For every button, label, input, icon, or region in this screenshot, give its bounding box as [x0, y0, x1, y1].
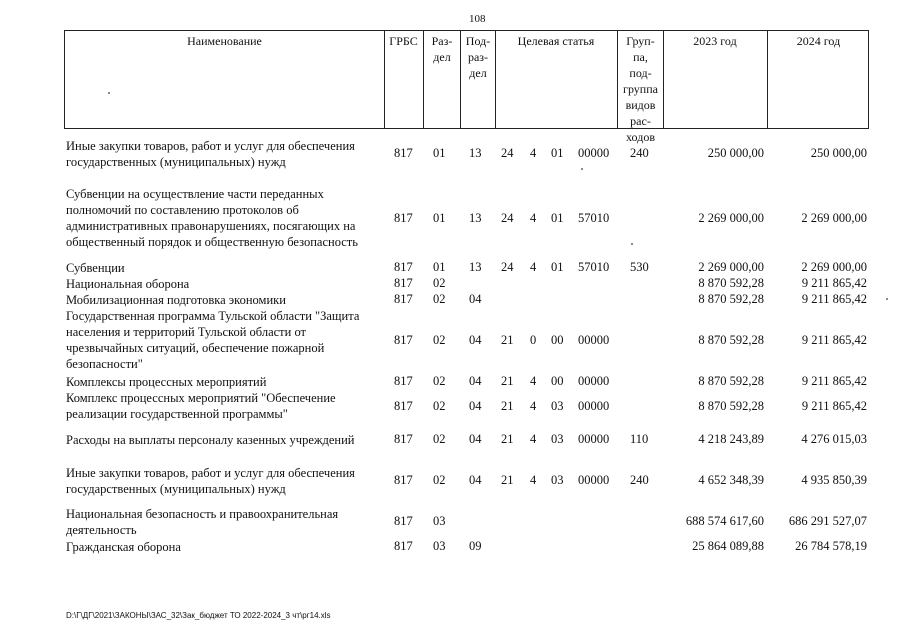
row-razdel: 02 — [433, 333, 446, 347]
row-razdel: 01 — [433, 260, 446, 274]
header-razdel: Раз- дел — [431, 34, 453, 64]
row-name: Национальная безопасность и правоохранительная деятельность — [66, 507, 339, 537]
row-name: Иные закупки товаров, работ и услуг для обеспечения государственных (муниципальных) нужд — [66, 139, 355, 169]
row-target-sub: 03 — [551, 399, 564, 413]
row-value-2024: 4 276 015,03 — [801, 432, 867, 446]
row-podrazdel: 13 — [469, 260, 482, 274]
row-grbs: 817 — [394, 374, 413, 388]
row-target-sub: 00 — [551, 333, 564, 347]
row-grbs: 817 — [394, 211, 413, 225]
row-razdel: 01 — [433, 146, 446, 160]
row-name: Комплексы процессных мероприятий — [66, 375, 267, 389]
header-name: Наименование — [187, 34, 262, 48]
row-razdel: 02 — [433, 432, 446, 446]
row-target-type: 4 — [530, 211, 537, 225]
row-razdel: 01 — [433, 211, 446, 225]
row-target-type: 4 — [530, 399, 537, 413]
row-target-sub: 01 — [551, 146, 564, 160]
row-value-2023: 4 652 348,39 — [698, 473, 764, 487]
header-target: Целевая статья — [517, 34, 595, 48]
header-podrazdel: Под- раз- дел — [465, 34, 491, 80]
row-name: Национальная оборона — [66, 277, 190, 291]
row-name: Иные закупки товаров, работ и услуг для обеспечения государственных (муниципальных) нужд — [66, 466, 355, 496]
row-target-program: 24 — [501, 260, 514, 274]
row-target-code: 00000 — [578, 146, 610, 160]
row-target-sub: 01 — [551, 211, 564, 225]
row-value-2023: 8 870 592,28 — [698, 374, 764, 388]
header-grbs: ГРБС — [389, 34, 418, 48]
file-path-footer: D:\Г\ДГ\2021\ЗАКОНЫ\ЗАС_32\Зак_бюджет ТО 2022-2024_3 чт\рг14.xls — [66, 611, 331, 620]
row-target-code: 00000 — [578, 432, 610, 446]
row-value-2023: 250 000,00 — [707, 146, 764, 160]
row-target-program: 21 — [501, 374, 514, 388]
row-razdel: 02 — [433, 473, 446, 487]
row-podrazdel: 13 — [469, 146, 482, 160]
row-expense-group: 240 — [630, 146, 649, 160]
row-grbs: 817 — [394, 276, 413, 290]
row-name: Субвенции на осуществление части переданных полномочий по составлению протоколов об административных правонарушениях, посягающих на общественный порядок и общественную безопасность — [66, 187, 358, 249]
row-expense-group: 530 — [630, 260, 649, 274]
row-target-type: 4 — [530, 473, 537, 487]
row-razdel: 02 — [433, 276, 446, 290]
row-value-2024: 250 000,00 — [810, 146, 867, 160]
row-value-2024: 9 211 865,42 — [801, 374, 867, 388]
row-grbs: 817 — [394, 473, 413, 487]
scan-dot — [581, 168, 583, 170]
header-group: Груп- па, под- группа видов рас- ходов — [623, 34, 658, 144]
row-target-program: 21 — [501, 432, 514, 446]
row-target-program: 21 — [501, 333, 514, 347]
row-grbs: 817 — [394, 399, 413, 413]
row-podrazdel: 04 — [469, 473, 482, 487]
row-target-type: 4 — [530, 260, 537, 274]
row-value-2023: 8 870 592,28 — [698, 276, 764, 290]
row-target-code: 00000 — [578, 374, 610, 388]
row-razdel: 02 — [433, 399, 446, 413]
row-grbs: 817 — [394, 146, 413, 160]
table-header — [64, 30, 869, 144]
row-razdel: 02 — [433, 292, 446, 306]
row-target-program: 24 — [501, 211, 514, 225]
row-target-code: 57010 — [578, 211, 610, 225]
page-number: 108 — [469, 13, 486, 25]
row-target-code: 00000 — [578, 333, 610, 347]
scan-dot — [631, 243, 633, 245]
row-podrazdel: 13 — [469, 211, 482, 225]
row-name: Мобилизационная подготовка экономики — [66, 293, 286, 307]
row-name: Государственная программа Тульской области "Защита населения и территорий Тульской области от чрезвычайных ситуаций, обеспечение пожарной безопасности" — [66, 309, 360, 371]
row-podrazdel: 04 — [469, 292, 482, 306]
row-value-2023: 688 574 617,60 — [685, 514, 764, 528]
row-value-2023: 8 870 592,28 — [698, 292, 764, 306]
row-target-type: 4 — [530, 432, 537, 446]
row-grbs: 817 — [394, 539, 413, 553]
scan-dot — [886, 298, 888, 300]
row-target-sub: 03 — [551, 473, 564, 487]
row-value-2023: 2 269 000,00 — [698, 260, 764, 274]
row-value-2023: 2 269 000,00 — [698, 211, 764, 225]
row-razdel: 03 — [433, 514, 446, 528]
row-razdel: 02 — [433, 374, 446, 388]
row-name: Гражданская оборона — [66, 540, 181, 554]
row-value-2023: 8 870 592,28 — [698, 333, 764, 347]
row-name: Субвенции — [66, 261, 125, 275]
scan-dot — [108, 92, 110, 94]
row-grbs: 817 — [394, 260, 413, 274]
row-value-2024: 4 935 850,39 — [801, 473, 867, 487]
row-podrazdel: 09 — [469, 539, 482, 553]
row-target-type: 4 — [530, 374, 537, 388]
row-grbs: 817 — [394, 514, 413, 528]
row-podrazdel: 04 — [469, 333, 482, 347]
row-target-code: 00000 — [578, 473, 610, 487]
row-grbs: 817 — [394, 432, 413, 446]
row-podrazdel: 04 — [469, 399, 482, 413]
row-grbs: 817 — [394, 333, 413, 347]
row-target-type: 0 — [530, 333, 537, 347]
row-value-2024: 2 269 000,00 — [801, 211, 867, 225]
row-name: Комплекс процессных мероприятий "Обеспечение реализации государственной программы" — [66, 391, 336, 421]
row-expense-group: 240 — [630, 473, 649, 487]
row-value-2024: 2 269 000,00 — [801, 260, 867, 274]
row-value-2024: 686 291 527,07 — [788, 514, 867, 528]
row-value-2023: 8 870 592,28 — [698, 399, 764, 413]
row-podrazdel: 04 — [469, 374, 482, 388]
row-podrazdel: 04 — [469, 432, 482, 446]
row-target-program: 21 — [501, 473, 514, 487]
row-target-sub: 03 — [551, 432, 564, 446]
row-target-sub: 00 — [551, 374, 564, 388]
row-target-code: 00000 — [578, 399, 610, 413]
row-target-sub: 01 — [551, 260, 564, 274]
row-target-program: 24 — [501, 146, 514, 160]
row-value-2024: 9 211 865,42 — [801, 399, 867, 413]
row-target-type: 4 — [530, 146, 537, 160]
row-value-2024: 9 211 865,42 — [801, 333, 867, 347]
row-value-2024: 9 211 865,42 — [801, 276, 867, 290]
row-value-2024: 26 784 578,19 — [795, 539, 867, 553]
header-2023: 2023 год — [693, 34, 737, 48]
header-2024: 2024 год — [796, 34, 841, 48]
row-name: Расходы на выплаты персоналу казенных учреждений — [66, 433, 355, 447]
row-target-code: 57010 — [578, 260, 610, 274]
row-target-program: 21 — [501, 399, 514, 413]
row-grbs: 817 — [394, 292, 413, 306]
row-value-2024: 9 211 865,42 — [801, 292, 867, 306]
row-value-2023: 25 864 089,88 — [692, 539, 764, 553]
row-expense-group: 110 — [630, 432, 649, 446]
row-razdel: 03 — [433, 539, 446, 553]
row-value-2023: 4 218 243,89 — [698, 432, 764, 446]
